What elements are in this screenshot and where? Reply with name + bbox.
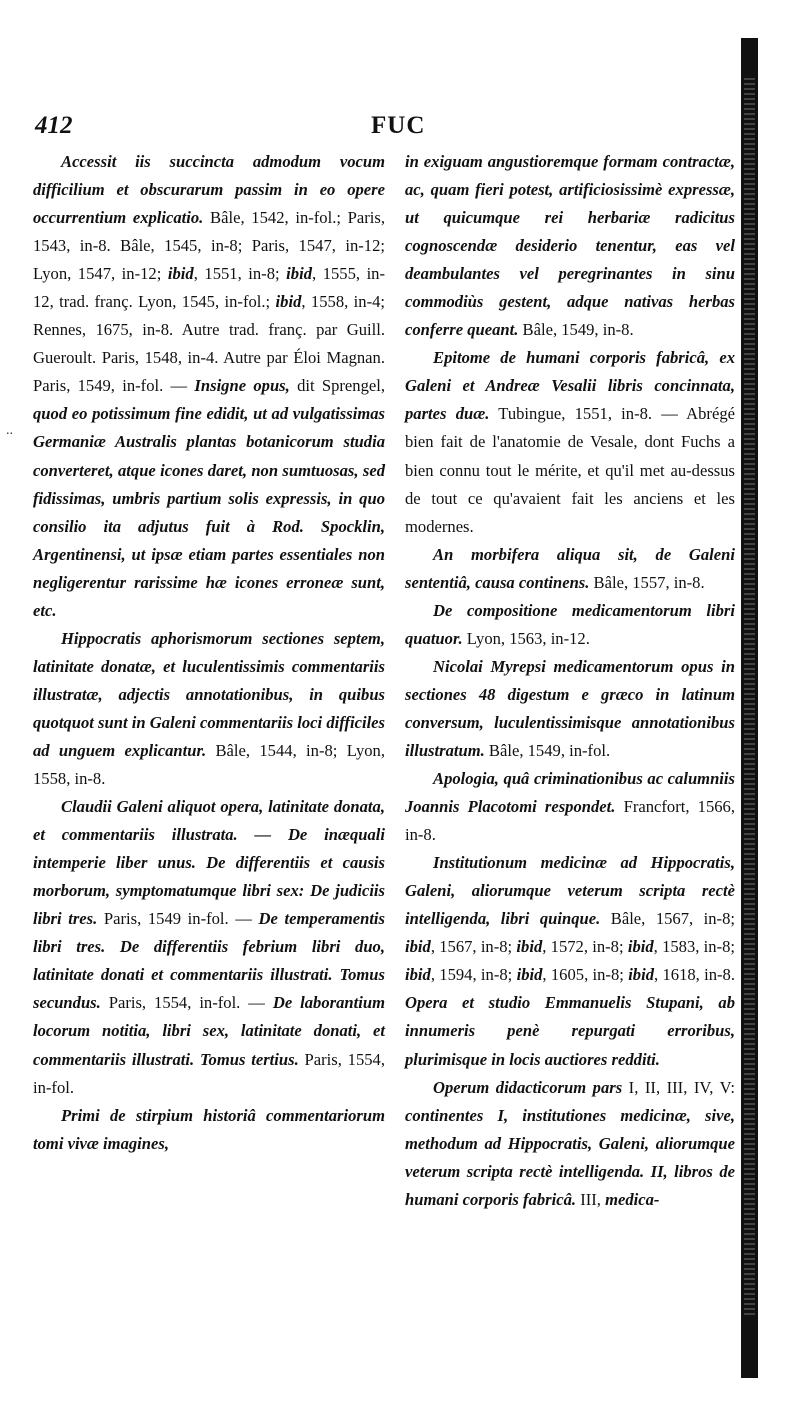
paragraph: Apologia, quâ criminationibus ac calumniis Joannis Placotomi respondet. Francfort, 1566, in-8. [405,769,735,845]
paragraph: Nicolai Myrepsi medicamentorum opus in sectiones 48 digestum e græco in latinum conversum, luculentissimisque annotationibus illustratum. Bâle, 1549, in-fol. [405,656,735,760]
paragraph: Accessit iis succincta admodum vocum difficilium et obscurarum passim in eo opere occurrentium explicatio. Bâle, 1542, in-fol.; Paris, 1543, in-8. Bâle, 1545, in-8; Paris, 1547, in-12; Lyon, 1547, in-12; ibid, 1551, in-8; ibid, 1555, in-12, trad. franç. Lyon, 1545, in-fol.; ibid, 1558, in-4; Rennes, 1675, in-8. Autre trad. franç. par Guill. Gueroult. Paris, 1548, in-4. Autre par Éloi Magnan. Paris, 1549, in-fol. — Insigne opus, dit Sprengel, quod eo potissimum fine edidit, ut ad vulgatissimas Germaniæ Australis plantas botanicorum studia converteret, atque icones daret, non sumtuosas, sed fidissimas, umbris partium solis expressis, in quo consilio ita adjutus fuit à Rod. Spocklin, Argentinensi, ut ipsæ etiam partes essentiales non negligerentur rarissime hæ icones erroneæ sunt, etc. [33,152,386,620]
paragraph: Institutionum medicinæ ad Hippocratis, Galeni, aliorumque veterum scripta rectè intelligenda, libri quinque. Bâle, 1567, in-8; ibid, 1567, in-8; ibid, 1572, in-8; ibid, 1583, in-8; ibid, 1594, in-8; ibid, 1605, in-8; ibid, 1618, in-8. Opera et studio Emmanuelis Stupani, ab innumeris penè repurgati erroribus, plurimisque in locis auctiores redditi. [405,853,736,1069]
left-column [33,148,385,1158]
paragraph: Hippocratis aphorismorum sectiones septem, latinitate donatæ, et luculentissimis commentariis illustratæ, adjectis annotationibus, in quibus quotquot sunt in Galeni commentariis loci difficiles ad unguem explicantur. Bâle, 1544, in-8; Lyon, 1558, in-8. [33,628,385,789]
paragraph: Primi de stirpium historiâ commentariorum tomi vivæ imagines, [33,1105,385,1153]
paragraph: Operum didacticorum pars I, II, III, IV, V: continentes I, institutiones medicinæ, sive, methodum ad Hippocratis, Galeni, aliorumque veterum scripta rectè intelligenda. II, libros de humani corporis fabricâ. III, medica- [405,1077,735,1209]
paragraph: Epitome de humani corporis fabricâ, ex Galeni et Andreæ Vesalii libris concinnata, partes duæ. Tubingue, 1551, in-8. — Abrégé bien fait de l'anatomie de Vesale, dont Fuchs a bien connu tout le mérite, et qu'il met au-dessus de tout ce qu'avaient fait les anciens et les modernes. [405,348,735,536]
paragraph: An morbifera aliqua sit, de Galeni sententiâ, causa continens. Bâle, 1557, in-8. [405,544,735,592]
running-head: FUC [371,112,426,139]
page-edge-bar [741,38,758,1378]
paragraph: Claudii Galeni aliquot opera, latinitate donata, et commentariis illustrata. — De inæquali intemperie liber unus. De differentiis et causis morborum, symptomatumque libri sex: De judiciis libri tres. Paris, 1549 in-fol. — De temperamentis libri tres. De differentiis febrium libri duo, latinitate donati et commentariis illustrati. Tomus secundus. Paris, 1554, in-fol. — De laborantium locorum notitia, libri sex, latinitate donati, et commentariis illustrati. Tomus tertius. Paris, 1554, in-fol. [33,797,386,1097]
page-header [35,112,725,144]
page-number: 412 [35,112,73,139]
margin-marks: .. [6,423,13,438]
right-column [405,148,735,1214]
paragraph: De compositione medicamentorum libri quatuor. Lyon, 1563, in-12. [405,600,735,648]
paragraph: in exiguam angustioremque formam contractæ, ac, quam fieri potest, artificiosissimè expressæ, ut quicumque rei herbariæ radicitus cognoscendæ desiderio tenentur, eas vel deambulantes vel peregrinantes in sinu commodiùs gestent, adque nativas herbas conferre queant. Bâle, 1549, in-8. [405,152,735,340]
